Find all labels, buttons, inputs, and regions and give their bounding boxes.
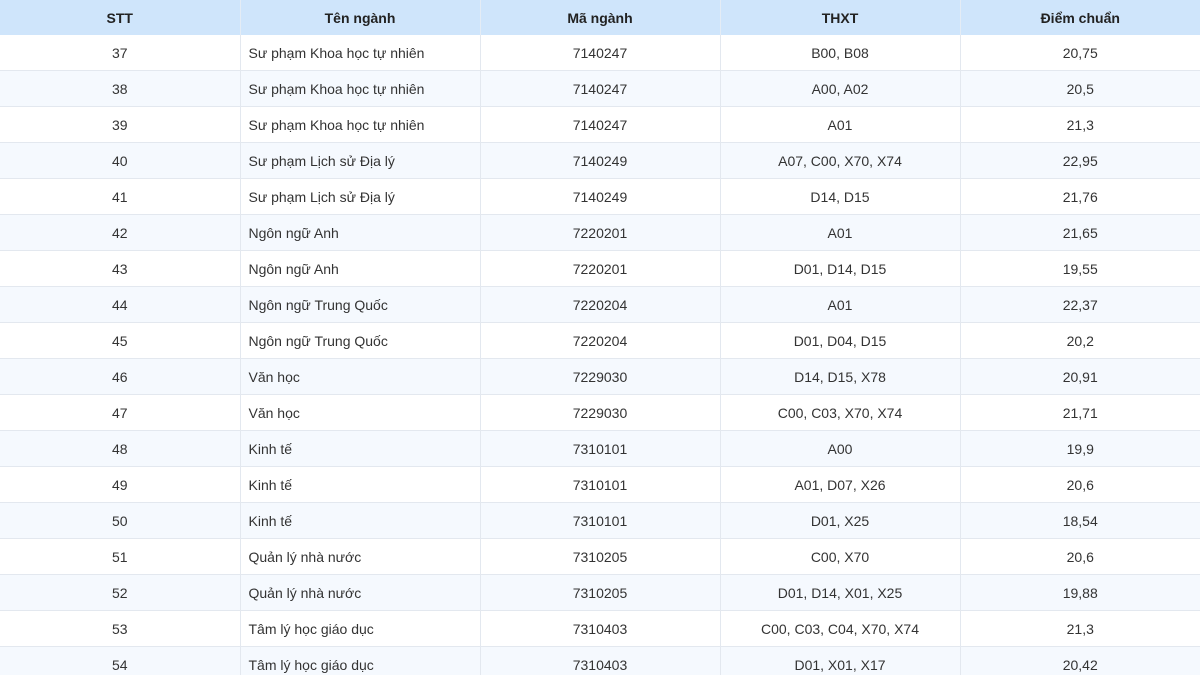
cell-diem-chuan: 20,5 — [960, 71, 1200, 107]
cell-diem-chuan: 21,76 — [960, 179, 1200, 215]
cell-thxt: D14, D15, X78 — [720, 359, 960, 395]
cell-stt: 42 — [0, 215, 240, 251]
header-ma-nganh: Mã ngành — [480, 0, 720, 35]
cell-ten-nganh: Sư phạm Khoa học tự nhiên — [240, 71, 480, 107]
cell-stt: 53 — [0, 611, 240, 647]
header-thxt: THXT — [720, 0, 960, 35]
cell-ten-nganh: Ngôn ngữ Trung Quốc — [240, 323, 480, 359]
header-ten-nganh: Tên ngành — [240, 0, 480, 35]
cell-stt: 46 — [0, 359, 240, 395]
table-row — [0, 71, 1200, 107]
cell-diem-chuan: 21,65 — [960, 215, 1200, 251]
table-row — [0, 251, 1200, 287]
cell-thxt: A01 — [720, 287, 960, 323]
cell-ma-nganh: 7140247 — [480, 107, 720, 143]
cell-diem-chuan: 19,9 — [960, 431, 1200, 467]
cell-stt: 40 — [0, 143, 240, 179]
cell-ma-nganh: 7140249 — [480, 143, 720, 179]
table-header — [0, 0, 1200, 35]
cell-thxt: A01 — [720, 107, 960, 143]
cell-thxt: A01, D07, X26 — [720, 467, 960, 503]
cell-ma-nganh: 7140247 — [480, 71, 720, 107]
cell-diem-chuan: 20,6 — [960, 467, 1200, 503]
cell-stt: 38 — [0, 71, 240, 107]
table-body — [0, 35, 1200, 675]
cell-ma-nganh: 7310403 — [480, 647, 720, 675]
cell-stt: 51 — [0, 539, 240, 575]
cell-diem-chuan: 21,3 — [960, 611, 1200, 647]
table-row — [0, 539, 1200, 575]
cell-ten-nganh: Văn học — [240, 359, 480, 395]
cell-stt: 45 — [0, 323, 240, 359]
cell-ten-nganh: Sư phạm Lịch sử Địa lý — [240, 179, 480, 215]
header-diem-chuan: Điểm chuẩn — [960, 0, 1200, 35]
cell-stt: 48 — [0, 431, 240, 467]
cell-thxt: D01, D04, D15 — [720, 323, 960, 359]
cell-thxt: D01, X01, X17 — [720, 647, 960, 675]
table-row — [0, 143, 1200, 179]
cell-ma-nganh: 7220204 — [480, 287, 720, 323]
cell-ten-nganh: Quản lý nhà nước — [240, 539, 480, 575]
cell-ma-nganh: 7229030 — [480, 359, 720, 395]
cell-diem-chuan: 22,37 — [960, 287, 1200, 323]
table-row — [0, 575, 1200, 611]
cell-ten-nganh: Sư phạm Khoa học tự nhiên — [240, 35, 480, 71]
cell-diem-chuan: 21,71 — [960, 395, 1200, 431]
cell-ma-nganh: 7220204 — [480, 323, 720, 359]
cell-thxt: D01, D14, X01, X25 — [720, 575, 960, 611]
cell-ma-nganh: 7310101 — [480, 467, 720, 503]
table-row — [0, 467, 1200, 503]
table-row — [0, 647, 1200, 675]
table-row — [0, 215, 1200, 251]
cell-ten-nganh: Quản lý nhà nước — [240, 575, 480, 611]
cell-thxt: C00, C03, X70, X74 — [720, 395, 960, 431]
cell-ma-nganh: 7220201 — [480, 251, 720, 287]
cell-stt: 49 — [0, 467, 240, 503]
cell-diem-chuan: 19,88 — [960, 575, 1200, 611]
table-row — [0, 431, 1200, 467]
table-row — [0, 35, 1200, 71]
cell-thxt: A00 — [720, 431, 960, 467]
cell-ma-nganh: 7229030 — [480, 395, 720, 431]
cell-thxt: A01 — [720, 215, 960, 251]
table-row — [0, 287, 1200, 323]
cell-ma-nganh: 7310205 — [480, 575, 720, 611]
table-row — [0, 503, 1200, 539]
cell-ma-nganh: 7310101 — [480, 503, 720, 539]
cell-stt: 41 — [0, 179, 240, 215]
table-row — [0, 107, 1200, 143]
cell-ten-nganh: Sư phạm Khoa học tự nhiên — [240, 107, 480, 143]
cell-thxt: D01, D14, D15 — [720, 251, 960, 287]
table-row — [0, 359, 1200, 395]
table-row — [0, 611, 1200, 647]
cell-ten-nganh: Ngôn ngữ Anh — [240, 215, 480, 251]
cell-diem-chuan: 20,6 — [960, 539, 1200, 575]
header-stt: STT — [0, 0, 240, 35]
cell-ma-nganh: 7140249 — [480, 179, 720, 215]
cell-stt: 44 — [0, 287, 240, 323]
cell-ten-nganh: Ngôn ngữ Anh — [240, 251, 480, 287]
cell-ten-nganh: Kinh tế — [240, 467, 480, 503]
cell-ten-nganh: Tâm lý học giáo dục — [240, 647, 480, 675]
table-row — [0, 179, 1200, 215]
cell-ten-nganh: Văn học — [240, 395, 480, 431]
table-row — [0, 395, 1200, 431]
cell-ten-nganh: Kinh tế — [240, 503, 480, 539]
cell-thxt: B00, B08 — [720, 35, 960, 71]
cell-ten-nganh: Ngôn ngữ Trung Quốc — [240, 287, 480, 323]
cell-ten-nganh: Sư phạm Lịch sử Địa lý — [240, 143, 480, 179]
cell-ten-nganh: Kinh tế — [240, 431, 480, 467]
cell-stt: 39 — [0, 107, 240, 143]
cell-stt: 43 — [0, 251, 240, 287]
cell-stt: 54 — [0, 647, 240, 675]
cell-diem-chuan: 22,95 — [960, 143, 1200, 179]
cell-thxt: C00, X70 — [720, 539, 960, 575]
cell-ten-nganh: Tâm lý học giáo dục — [240, 611, 480, 647]
cell-stt: 52 — [0, 575, 240, 611]
cell-diem-chuan: 18,54 — [960, 503, 1200, 539]
cell-diem-chuan: 19,55 — [960, 251, 1200, 287]
table-row — [0, 323, 1200, 359]
cell-diem-chuan: 21,3 — [960, 107, 1200, 143]
cell-thxt: D14, D15 — [720, 179, 960, 215]
cell-stt: 37 — [0, 35, 240, 71]
cell-diem-chuan: 20,2 — [960, 323, 1200, 359]
cell-ma-nganh: 7220201 — [480, 215, 720, 251]
cell-thxt: A00, A02 — [720, 71, 960, 107]
header-row — [0, 0, 1200, 35]
cell-thxt: C00, C03, C04, X70, X74 — [720, 611, 960, 647]
cell-ma-nganh: 7310205 — [480, 539, 720, 575]
cell-thxt: A07, C00, X70, X74 — [720, 143, 960, 179]
cell-diem-chuan: 20,75 — [960, 35, 1200, 71]
cell-diem-chuan: 20,42 — [960, 647, 1200, 675]
cell-ma-nganh: 7310101 — [480, 431, 720, 467]
cell-ma-nganh: 7310403 — [480, 611, 720, 647]
cell-diem-chuan: 20,91 — [960, 359, 1200, 395]
cell-stt: 50 — [0, 503, 240, 539]
cell-ma-nganh: 7140247 — [480, 35, 720, 71]
cell-thxt: D01, X25 — [720, 503, 960, 539]
cell-stt: 47 — [0, 395, 240, 431]
